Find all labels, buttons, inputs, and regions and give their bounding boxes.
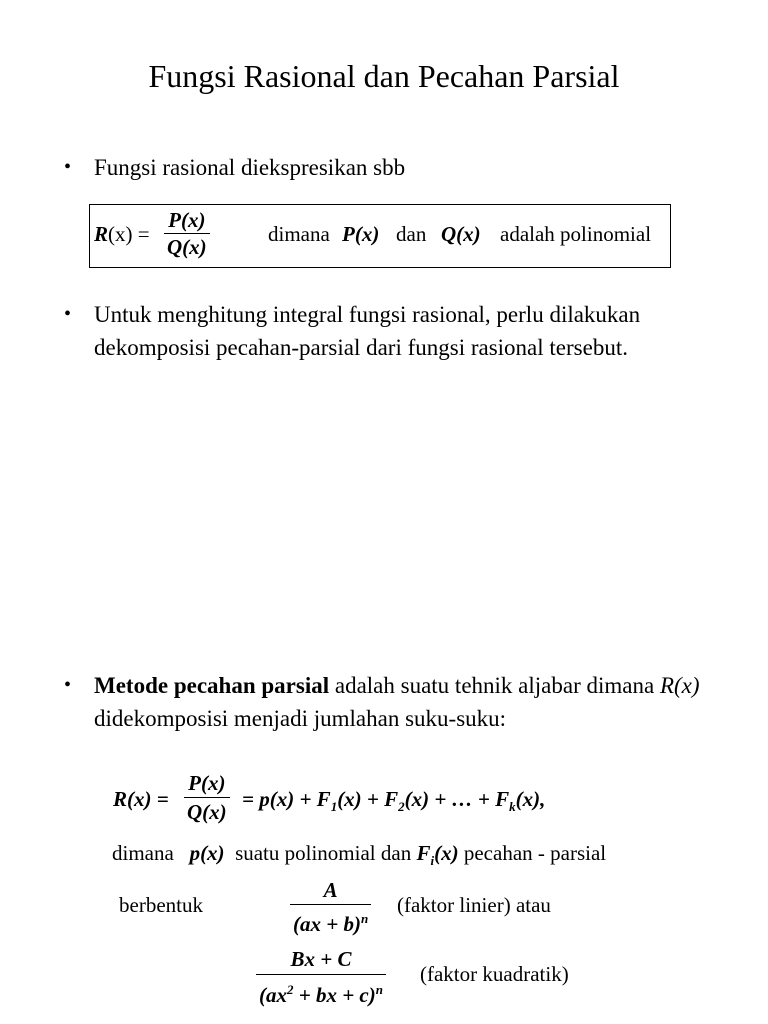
decomposition-fraction bbox=[184, 769, 230, 826]
bold-term: Metode pecahan parsial bbox=[94, 673, 330, 698]
box-adalah: adalah polinomial bbox=[500, 222, 652, 246]
box-p: P(x) bbox=[342, 222, 380, 246]
box-fraction-den: Q(x) bbox=[164, 233, 210, 260]
linear-den: (ax + b)$^n$ bbox=[290, 904, 371, 938]
quadratic-factor-fraction bbox=[256, 944, 386, 1010]
bullet-dot: • bbox=[64, 674, 72, 696]
box-lhs: R(x) = bbox=[94, 222, 150, 246]
bullet-3-rest2: didekomposisi menjadi jumlahan suku-suku: bbox=[94, 706, 507, 731]
suatu-text: suatu polinomial dan bbox=[235, 841, 412, 865]
quadratic-note: (faktor kuadratik) bbox=[420, 962, 569, 986]
berbentuk-label: berbentuk bbox=[119, 893, 203, 917]
bullet-2 bbox=[0, 298, 768, 368]
box-fraction bbox=[164, 207, 210, 260]
fi-term: $F_i(x)$ bbox=[416, 841, 459, 869]
px-term: p(x) bbox=[189, 841, 225, 865]
decomposition-lhs: R(x) = bbox=[113, 787, 169, 811]
page-title: Fungsi Rasional dan Pecahan Parsial bbox=[148, 58, 620, 94]
bullet-3-rest1: adalah suatu tehnik aljabar dimana bbox=[329, 673, 660, 698]
bullet-3 bbox=[0, 669, 768, 739]
bullet-dot: • bbox=[64, 303, 72, 325]
rx-term: R(x) bbox=[659, 673, 700, 698]
box-dan: dan bbox=[396, 222, 427, 246]
bullet-3-text bbox=[94, 669, 734, 735]
decomposition-den: Q(x) bbox=[184, 797, 230, 826]
decomposition-num: P(x) bbox=[188, 771, 226, 795]
linear-num: A bbox=[323, 878, 338, 902]
box-q: Q(x) bbox=[441, 222, 481, 246]
box-dimana: dimana bbox=[268, 222, 330, 246]
decomposition-rhs: = $p(x) + F_1(x) + F_2(x)$ + … + $F_k(x)$, bbox=[242, 787, 546, 815]
linear-note: (faktor linier) atau bbox=[397, 893, 551, 917]
box-fraction-num: P(x) bbox=[168, 208, 206, 232]
rational-function-box bbox=[89, 204, 671, 268]
quadratic-num: Bx + C bbox=[290, 947, 352, 971]
bullet-1-text: Fungsi rasional diekspresikan sbb bbox=[94, 155, 406, 180]
quadratic-den: ($ax^2$ + bx + c)$^n$ bbox=[256, 974, 386, 1010]
bullet-2-text: Untuk menghitung integral fungsi rasional, perlu dilakukan dekomposisi pecahan-parsial dari fungsi rasional tersebut. bbox=[94, 302, 641, 360]
dimana-word: dimana bbox=[112, 841, 174, 865]
linear-factor-fraction bbox=[290, 876, 371, 938]
pecahan-text: pecahan - parsial bbox=[463, 841, 607, 865]
bullet-1 bbox=[0, 151, 768, 184]
dimana-line bbox=[112, 841, 606, 869]
bullet-dot: • bbox=[64, 156, 72, 178]
